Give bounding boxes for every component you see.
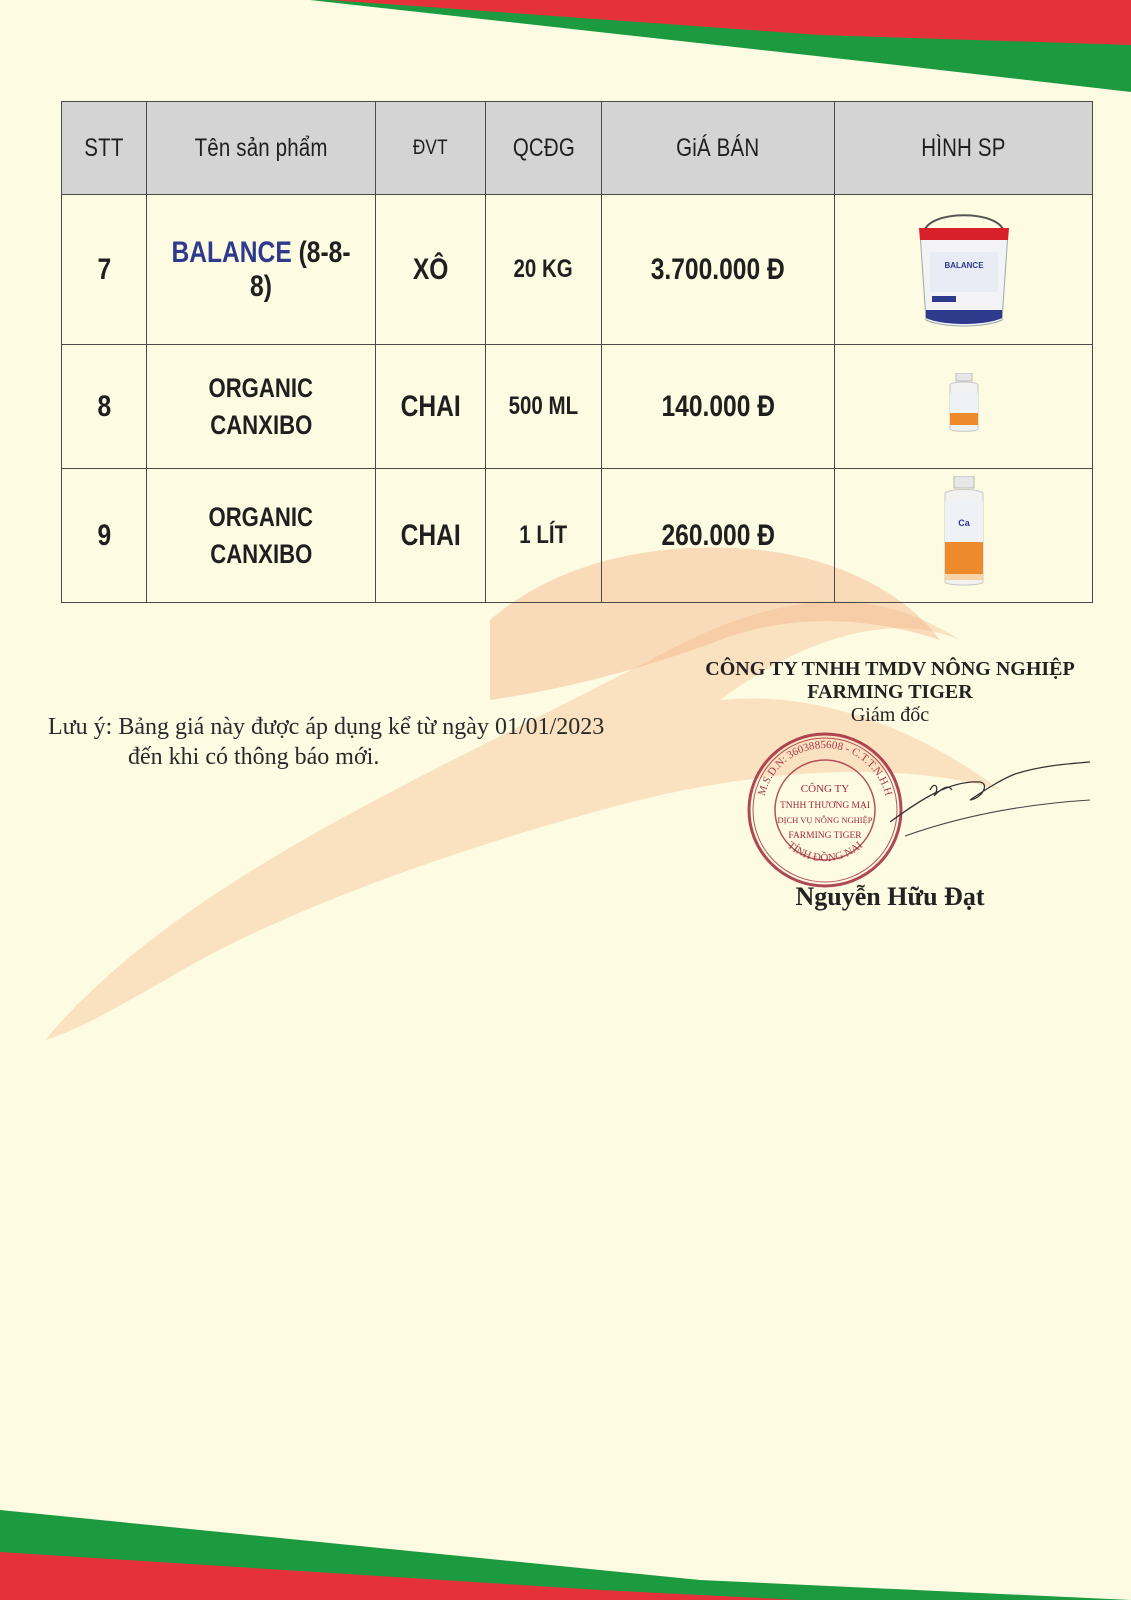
signature-mark: [890, 760, 1090, 840]
header-product-name: Tên sản phẩm: [147, 102, 376, 195]
row-spec: 500 ML: [486, 345, 602, 469]
product-brand: BALANCE: [171, 235, 292, 269]
table-row: [62, 345, 1093, 469]
row-image: [835, 469, 1093, 603]
bucket-icon: [916, 204, 1012, 328]
header-price: GiÁ BÁN: [602, 102, 835, 195]
row-image: [835, 195, 1093, 345]
stamp-line-2: TNHH THƯƠNG MẠI: [779, 801, 871, 811]
bucket-label: BALANCE: [943, 260, 984, 270]
header-spec: QCĐG: [486, 102, 602, 195]
signer-position: Giám đốc: [850, 704, 930, 726]
note-line-2: đến khi có thông báo mới.: [128, 744, 380, 770]
row-product-name: [147, 195, 376, 345]
row-stt: 7: [62, 195, 147, 345]
company-name-line-1: CÔNG TY TNHH TMDV NÔNG NGHIỆP: [705, 658, 1075, 680]
bottle-label: Ca: [957, 517, 970, 528]
row-price: 3.700.000 Đ: [602, 195, 835, 345]
note-line-1: Lưu ý: Bảng giá này được áp dụng kể từ ngày 01/01/2023: [48, 714, 605, 740]
stamp-ring-text: M.S.D.N: 3603885608 - C.T.T.N.H.H: [755, 738, 895, 798]
row-stt: 8: [62, 345, 147, 469]
row-product-name: ORGANIC CANXIBO: [147, 345, 376, 469]
product-ratio: (8-8-8): [250, 235, 351, 303]
stamp-line-1: CÔNG TY: [800, 783, 850, 795]
company-stamp: [745, 730, 905, 890]
company-name-line-2: FARMING TIGER: [807, 681, 973, 703]
row-price: 260.000 Đ: [602, 469, 835, 603]
stamp-line-3: DỊCH VỤ NÔNG NGHIỆP: [777, 815, 873, 825]
row-unit: CHAI: [376, 469, 486, 603]
stamp-line-4: FARMING TIGER: [788, 831, 862, 841]
table-row: [62, 469, 1093, 603]
header-image: HÌNH SP: [835, 102, 1093, 195]
row-stt: 9: [62, 469, 147, 603]
note: [48, 712, 604, 772]
bottle-icon: [946, 373, 982, 433]
table-row: [62, 195, 1093, 345]
header-unit: ĐVT: [376, 102, 486, 195]
row-product-name: ORGANIC CANXIBO: [147, 469, 376, 603]
row-unit: XÔ: [376, 195, 486, 345]
table-header-row: [62, 102, 1093, 195]
svg-text:TỈNH ĐỒNG NAI: [785, 839, 865, 864]
signer-name: Nguyễn Hữu Đạt: [795, 882, 985, 911]
row-spec: 1 LÍT: [486, 469, 602, 603]
price-table: [61, 101, 1093, 603]
row-price: 140.000 Đ: [602, 345, 835, 469]
bottle-icon: [941, 476, 987, 588]
header-stt: STT: [62, 102, 147, 195]
row-unit: CHAI: [376, 345, 486, 469]
row-image: [835, 345, 1093, 469]
row-spec: 20 KG: [486, 195, 602, 345]
stamp-bottom-text: TỈNH ĐỒNG NAI: [784, 839, 866, 865]
company-block: [690, 658, 1090, 727]
